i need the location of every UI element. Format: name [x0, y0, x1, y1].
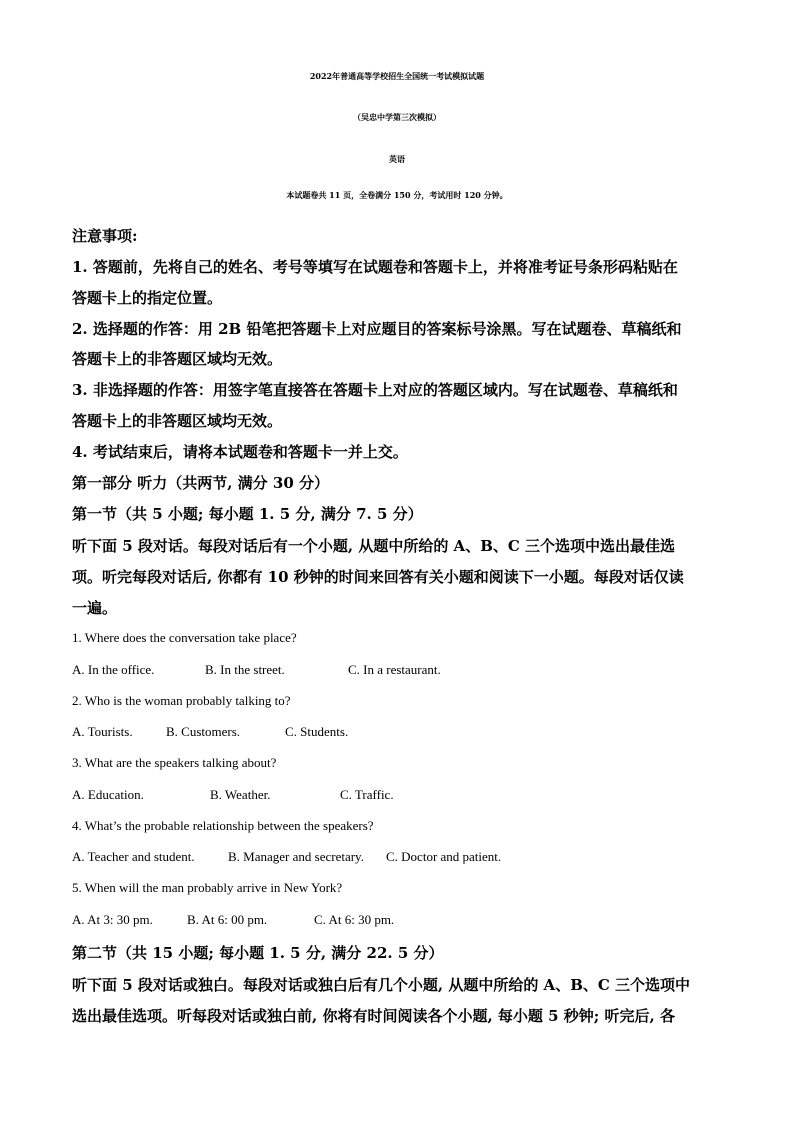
note-2-line-2: 答题卡上的非答题区域均无效。: [72, 350, 283, 368]
q3-option-a: A. Education.: [72, 787, 144, 802]
notes-heading: 注意事项:: [72, 227, 138, 245]
note-3-line-2: 答题卡上的非答题区域均无效。: [72, 412, 283, 430]
section1-instruction-1: 听下面 5 段对话。每段对话后有一个小题, 从题中所给的 A、B、C 三个选项中选出最佳选: [72, 537, 676, 555]
q2-option-c: C. Students.: [285, 724, 349, 739]
note-1-line-2: 答题卡上的指定位置。: [72, 289, 223, 307]
section2-instruction-1: 听下面 5 段对话或独白。每段对话或独白后有几个小题, 从题中所给的 A、B、C 三个选项中: [72, 976, 691, 994]
q4-option-a: A. Teacher and student.: [72, 849, 195, 864]
q4-option-c: C. Doctor and patient.: [386, 849, 502, 864]
note-1-line-1: 1. 答题前，先将自己的姓名、考号等填写在试题卷和答题卡上，并将准考证号条形码粘贴在: [72, 258, 678, 276]
section1-instruction-2: 项。听完每段对话后, 你都有 10 秒钟的时间来回答有关小题和阅读下一小题。每段对话仅读: [72, 568, 684, 586]
subject-heading: 英语: [389, 154, 405, 164]
q1-option-c: C. In a restaurant.: [348, 662, 441, 677]
part1-heading: 第一部分 听力（共两节, 满分 30 分）: [72, 474, 329, 492]
question-5: 5. When will the man probably arrive in New York?: [72, 880, 343, 895]
q4-option-b: B. Manager and secretary.: [228, 849, 364, 864]
section1-heading: 第一节（共 5 小题; 每小题 1. 5 分, 满分 7. 5 分）: [72, 505, 423, 523]
section1-instruction-3: 一遍。: [72, 599, 118, 617]
exam-info: 本试题卷共 11 页，全卷满分 150 分，考试用时 120 分钟。: [286, 190, 508, 200]
question-3: 3. What are the speakers talking about?: [72, 755, 277, 770]
q2-option-b: B. Customers.: [166, 724, 241, 739]
q3-option-b: B. Weather.: [210, 787, 271, 802]
question-4: 4. What’s the probable relationship between the speakers?: [72, 818, 374, 833]
note-3-line-1: 3. 非选择题的作答：用签字笔直接答在答题卡上对应的答题区域内。写在试题卷、草稿纸和: [72, 381, 678, 399]
exam-title: 2022年普通高等学校招生全国统一考试模拟试题: [309, 71, 485, 81]
q1-option-a: A. In the office.: [72, 662, 155, 677]
q5-option-a: A. At 3: 30 pm.: [72, 912, 153, 927]
question-2: 2. Who is the woman probably talking to?: [72, 693, 291, 708]
q3-option-c: C. Traffic.: [340, 787, 394, 802]
exam-subtitle: （吴忠中学第三次模拟）: [353, 112, 441, 122]
q5-option-c: C. At 6: 30 pm.: [314, 912, 395, 927]
note-2-line-1: 2. 选择题的作答：用 2B 铅笔把答题卡上对应题目的答案标号涂黑。写在试题卷、草稿纸和: [72, 320, 682, 338]
section2-instruction-2: 选出最佳选项。听每段对话或独白前, 你将有时间阅读各个小题, 每小题 5 秒钟; 听完后, 各: [72, 1007, 675, 1025]
q2-option-a: A. Tourists.: [72, 724, 133, 739]
note-4: 4. 考试结束后，请将本试题卷和答题卡一并上交。: [72, 443, 408, 461]
section2-heading: 第二节（共 15 小题; 每小题 1. 5 分, 满分 22. 5 分）: [72, 944, 444, 962]
q5-option-b: B. At 6: 00 pm.: [187, 912, 268, 927]
question-1: 1. Where does the conversation take place?: [72, 630, 297, 645]
q1-option-b: B. In the street.: [205, 662, 285, 677]
